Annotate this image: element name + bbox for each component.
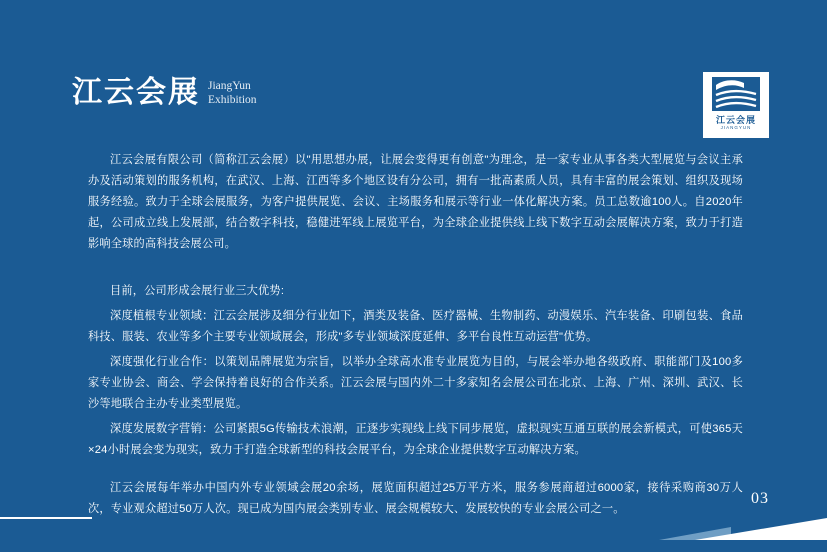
paragraph-advantage-2: 深度强化行业合作：以策划品牌展览为宗旨，以举办全球高水准专业展览为目的，与展会举办地各级政府、职能部门及100多家专业协会、商会、学会保持着良好的合作关系。江云会展与国内外二十多家知名会展公司在北京、上海、广州、深圳、武汉、长沙等地联合主办专业类型展览。	[88, 356, 743, 410]
paragraph-advantage-1: 深度植根专业领域：江云会展涉及细分行业如下，酒类及装备、医疗器械、生物制药、动漫娱乐、汽车装备、印刷包装、食品科技、服装、农业等多个主要专业领域展会，形成"多专业领域深度延伸、多平台良性互动运营"优势。	[88, 310, 743, 343]
paragraph-advantages-title: 目前，公司形成会展行业三大优势:	[110, 285, 285, 297]
page-title-en	[208, 79, 257, 108]
company-logo	[703, 72, 769, 138]
body-content	[88, 150, 743, 520]
page-title-en-line1: JiangYun	[208, 80, 251, 92]
page-title-en-line2: Exhibition	[208, 94, 257, 106]
page-number: 03	[751, 490, 769, 507]
page-title-cn: 江云会展	[72, 76, 200, 109]
paragraph-advantage-3: 深度发展数字营销：公司紧跟5G传输技术浪潮，正逐步实现线上线下同步展览，虚拟现实互通互联的展会新模式，可使365天×24小时展会变为现实，致力于打造全球新型的科技会展平台，为全球企业提供数字互动解决方案。	[88, 423, 743, 456]
footer-divider	[0, 517, 92, 519]
logo-name-cn: 江云会展	[715, 115, 756, 125]
paragraph-stats: 江云会展每年举办中国内外专业领域会展20余场，展览面积超过25万平方米，服务参展商超过6000家，接待采购商30万人次，专业观众超过50万人次。现已成为国内展会类别专业、展会规模较大、发展较快的专业会展公司之一。	[88, 482, 743, 515]
paragraph-intro: 江云会展有限公司（简称江云会展）以"用思想办展，让展会变得更有创意"为理念，是一家专业从事各类大型展览与会议主承办及活动策划的服务机构，在武汉、上海、江西等多个地区设有分公司，拥有一批高素质人员，具有丰富的展会策划、组织及现场服务经验。致力于全球会展服务，为客户提供展览、会议、主场服务和展示等行业一体化解决方案。员工总数逾100人。自2020年起，公司成立线上发展部，结合数字科技，稳健进军线上展览平台，为全球企业提供线上线下数字互动会展解决方案，致力于打造影响全球的高科技会展公司。	[88, 154, 743, 250]
page-title	[72, 78, 257, 108]
ribbon-shape-primary	[695, 518, 827, 540]
logo-name-en: JIANGYUN	[720, 125, 752, 130]
footer-ribbon-decoration	[597, 506, 827, 540]
wave-logo-icon	[710, 76, 762, 114]
